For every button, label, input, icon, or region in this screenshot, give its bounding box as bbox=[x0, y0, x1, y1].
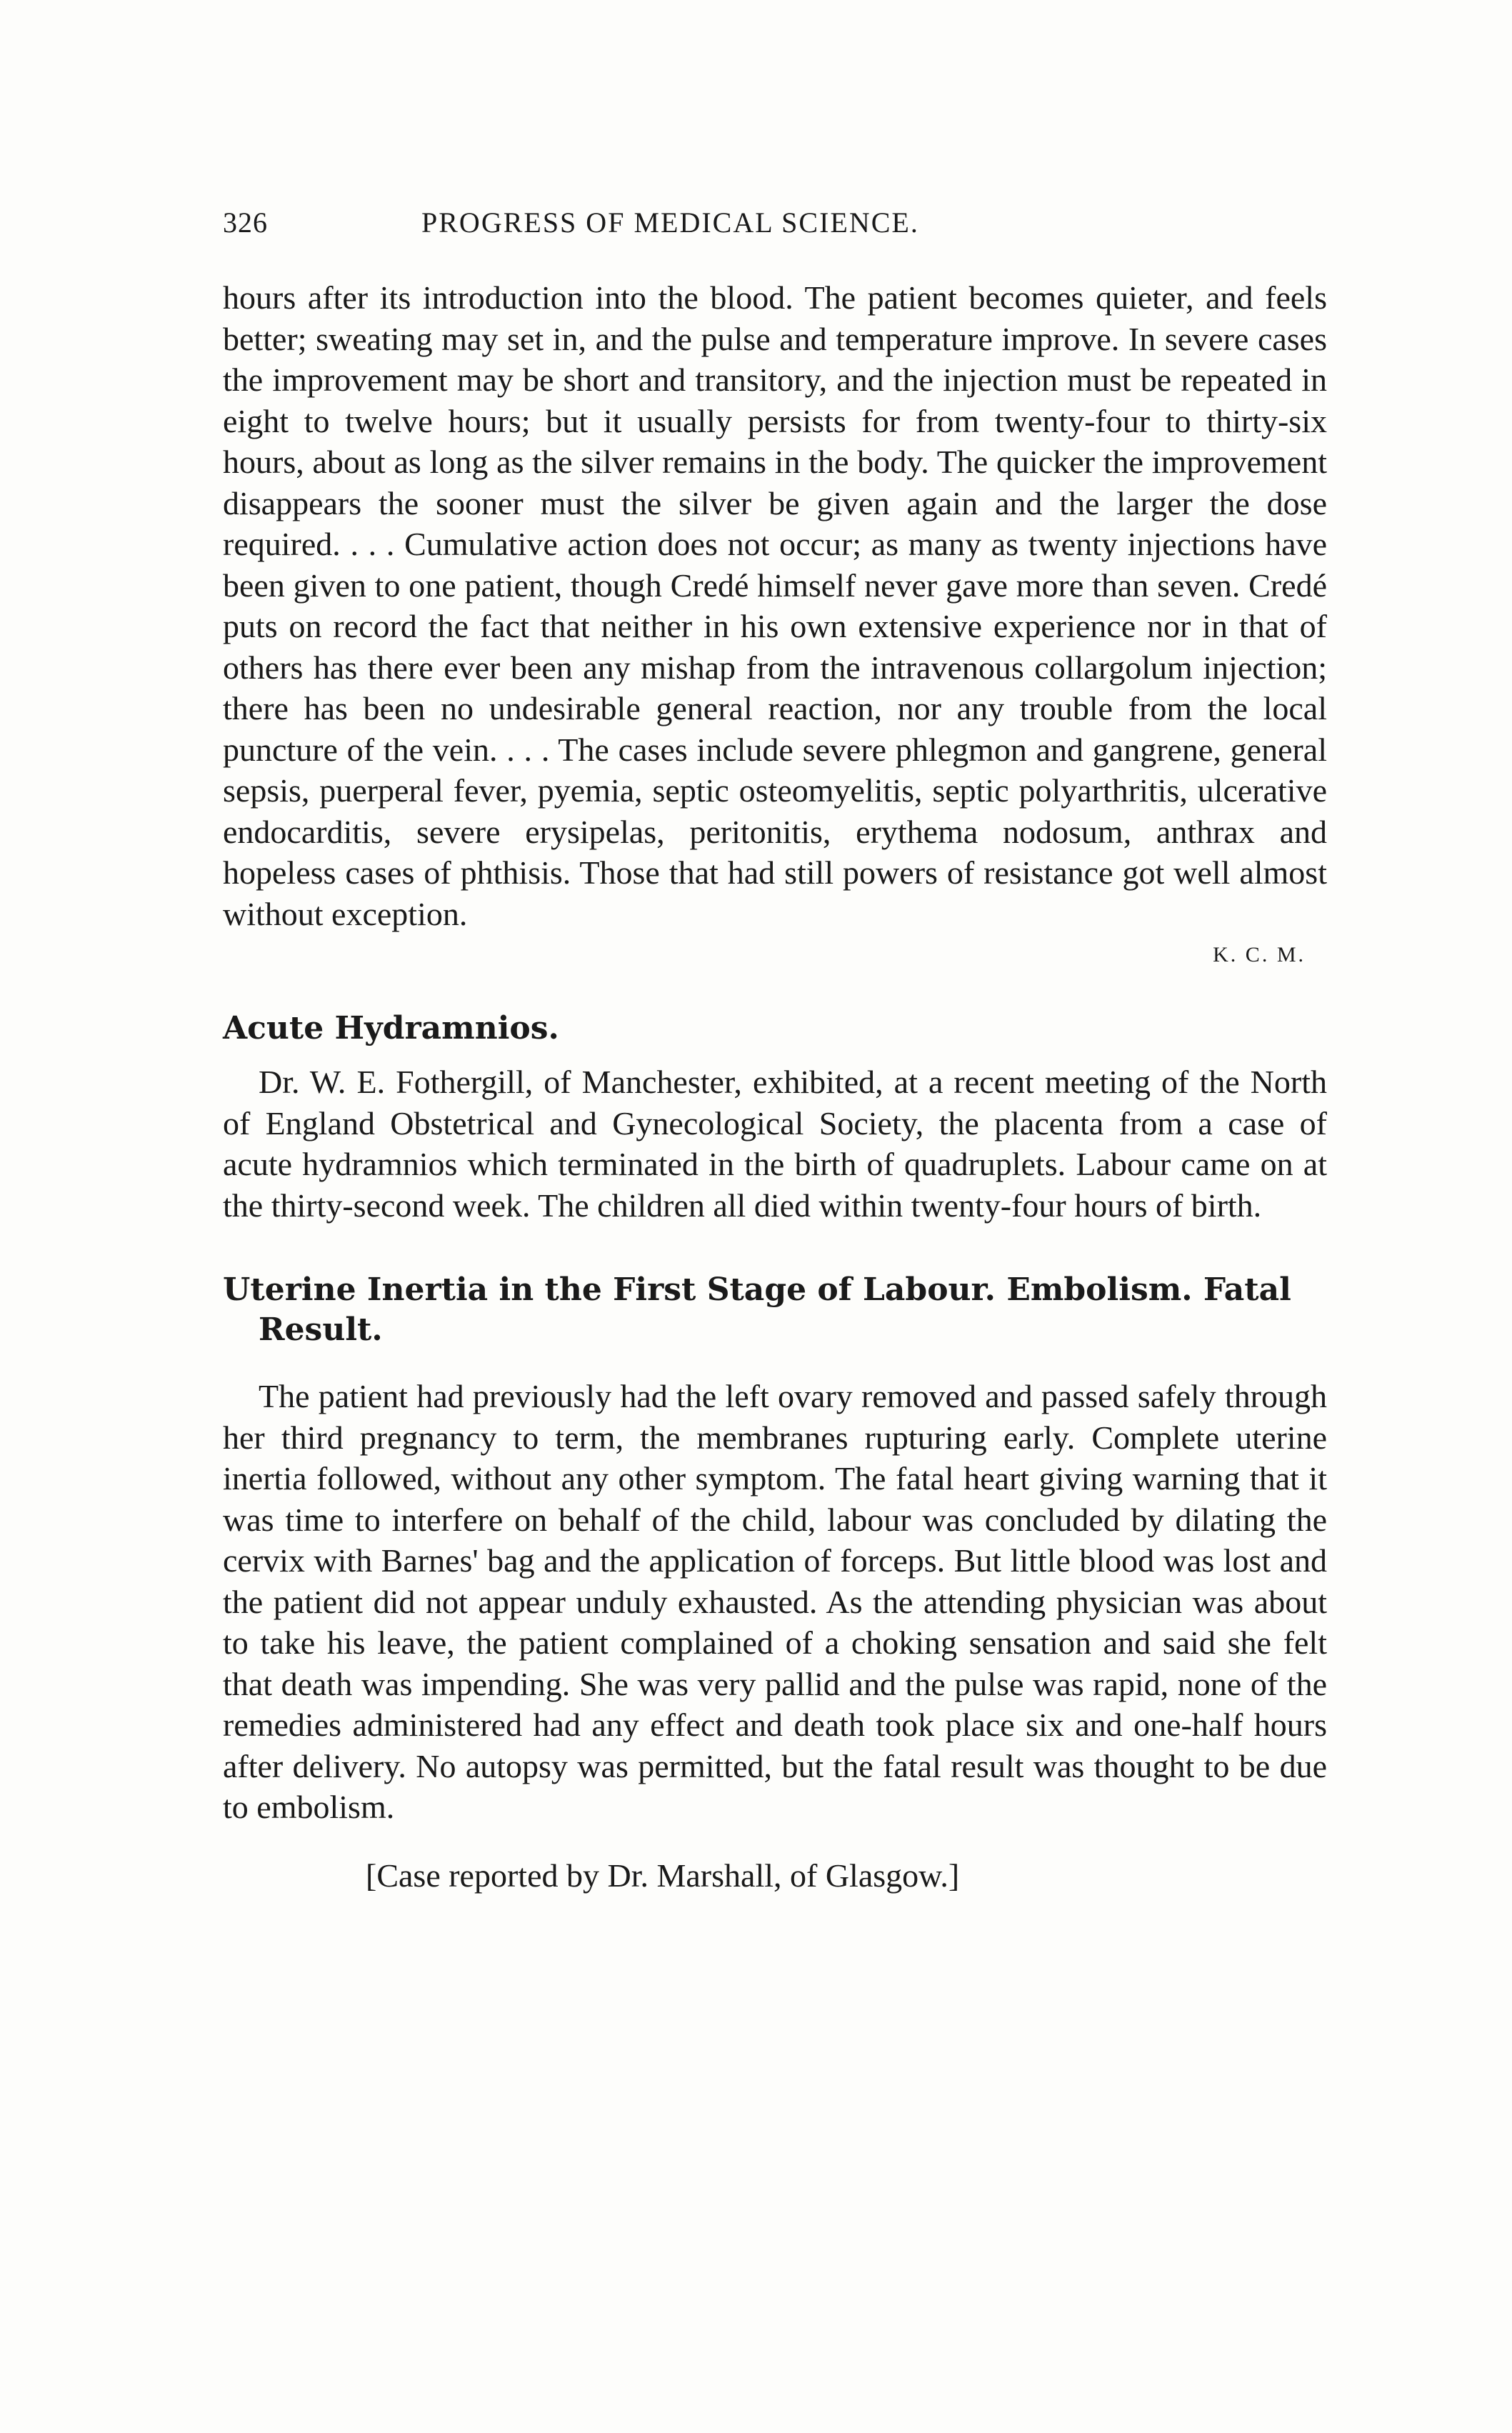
heading-line-2: Result. bbox=[259, 1312, 383, 1348]
continued-paragraph: hours after its introduction into the blood. The patient becomes quieter, and feels better; sweating may set in, and the pulse and temperature improve. In severe cases the improvement may be short and transitory, and the injection must be repeated in eight to twelve hours; but it usually persists for from twenty-four to thirty-six hours, about as long as the silver remains in the body. The quicker the improvement disappears the sooner must the silver be given again and the larger the dose required. . . . Cumulative action does not occur; as many as twenty injections have been given to one patient, though Credé himself never gave more than seven. Credé puts on record the fact that neither in his own extensive experience nor in that of others has there ever been any mishap from the intravenous collargolum injection; there has been no undesirable general reaction, nor any trouble from the local puncture of the vein. . . . The cases include severe phlegmon and gangrene, general sepsis, puerperal fever, pyemia, septic osteomyelitis, septic polyarthritis, ulcerative endocarditis, severe erysipelas, peritonitis, erythema nodosum, anthrax and hopeless cases of phthisis. Those that had still powers of resistance got well almost without exception. bbox=[223, 279, 1327, 932]
hydramnios-paragraph: Dr. W. E. Fothergill, of Manchester, exhibited, at a recent meeting of the North of England Obstetrical and Gynecological Society, the placenta from a case of acute hydramnios which terminated in the birth of quadruplets. Labour came on at the thirty-second week. The children all died within twenty-four hours of birth. bbox=[223, 1064, 1327, 1224]
heading-line-1: Uterine Inertia in the First Stage of Labour. Embolism. Fatal bbox=[223, 1272, 1291, 1308]
uterine-inertia-paragraph: The patient had previously had the left ovary removed and passed safely through her third pregnancy to term, the membranes rupturing early. Complete uterine inertia followed, without any other symptom. The fatal heart giving warning that it was time to interfere on behalf of the child, labour was concluded by dilating the cervix with Barnes' bag and the application of forceps. But little blood was lost and the patient did not appear unduly exhausted. As the attending physician was about to take his leave, the patient complained of a choking sensation and said she felt that death was impending. She was very pallid and the pulse was rapid, none of the remedies administered had any effect and death took place six and one-half hours after delivery. No autopsy was permitted, but the fatal result was thought to be due to embolism. bbox=[223, 1378, 1327, 1825]
running-header bbox=[223, 200, 1327, 250]
page-number: 326 bbox=[223, 206, 268, 239]
running-title: PROGRESS OF MEDICAL SCIENCE. bbox=[421, 206, 919, 239]
case-report-credit: [Case reported by Dr. Marshall, of Glasgow.] bbox=[366, 1857, 960, 1894]
section-heading-hydramnios: Acute Hydramnios. bbox=[223, 1010, 559, 1046]
author-initials: K. C. M. bbox=[1213, 943, 1306, 966]
text-column bbox=[223, 200, 1327, 1896]
section-heading-uterine-inertia bbox=[223, 1270, 1327, 1350]
